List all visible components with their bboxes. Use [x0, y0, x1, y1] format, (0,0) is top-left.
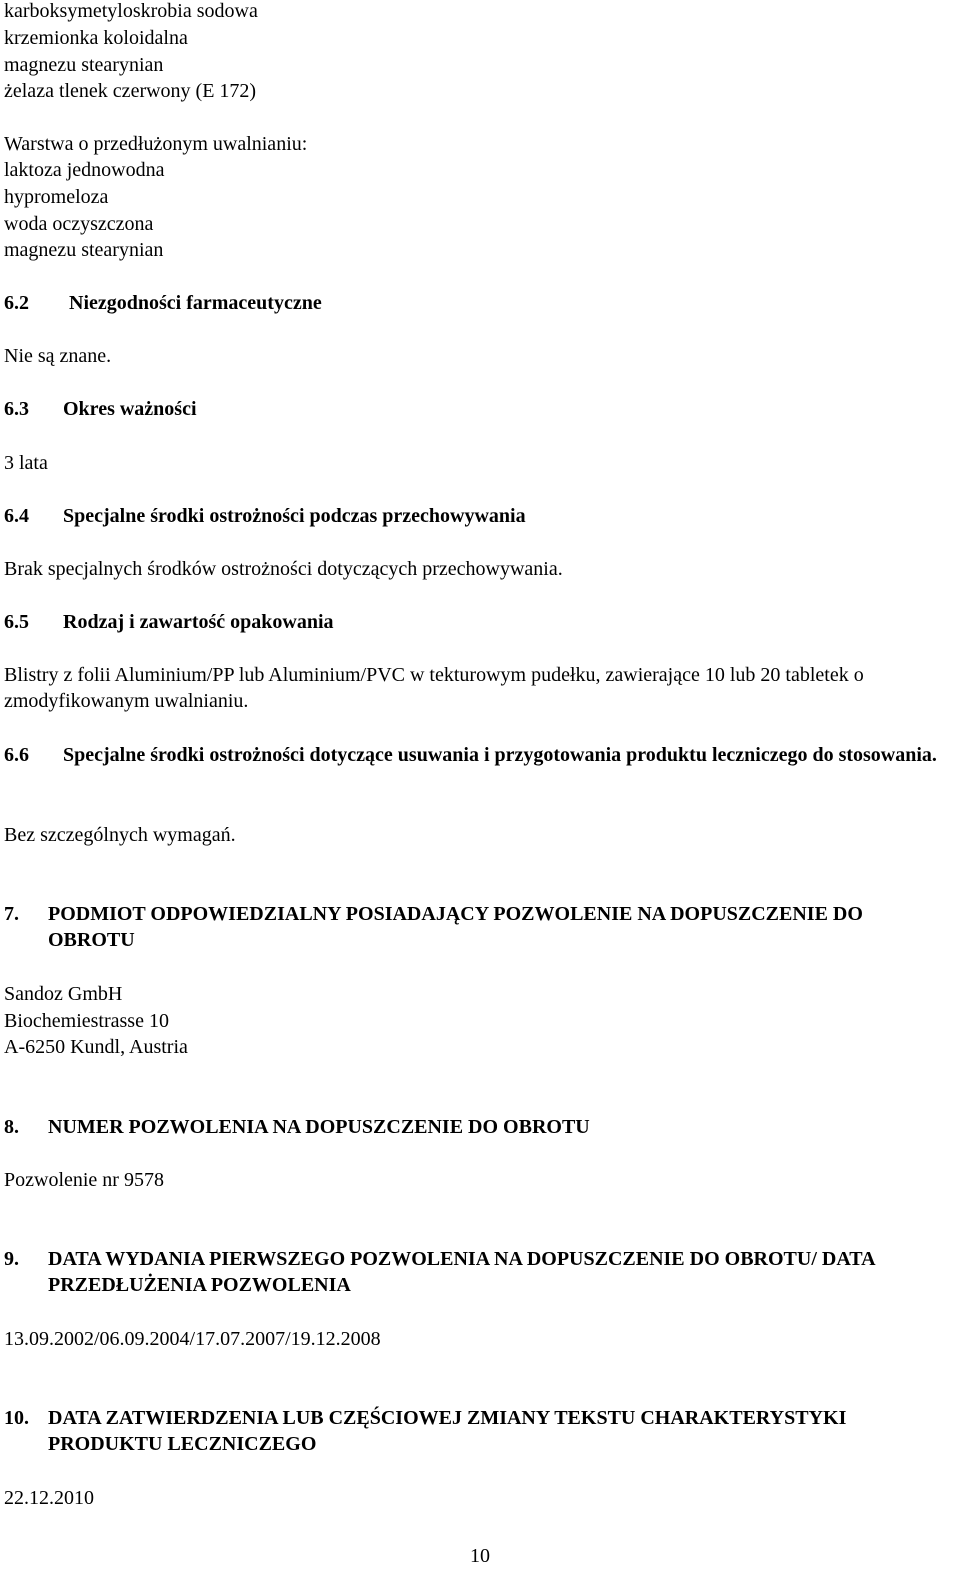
layer-item: magnezu stearynian [4, 239, 164, 261]
excipient-item: krzemionka koloidalna [4, 27, 188, 49]
excipient-item: karboksymetyloskrobia sodowa [4, 0, 258, 22]
address-line: Biochemiestrasse 10 [4, 1010, 169, 1032]
section-body-8: Pozwolenie nr 9578 [4, 1169, 164, 1191]
page-number: 10 [470, 1545, 490, 1567]
layer-item: woda oczyszczona [4, 213, 154, 235]
section-number: 6.2 [4, 292, 29, 314]
section-body-6-2: Nie są znane. [4, 345, 112, 367]
section-title: Niezgodności farmaceutyczne [69, 292, 322, 314]
section-number: 6.3 [4, 398, 29, 420]
section-heading-9 [4, 1246, 954, 1298]
section-title: NUMER POZWOLENIA NA DOPUSZCZENIE DO OBROTU [48, 1116, 590, 1138]
section-heading-7 [4, 901, 954, 953]
section-body-10: 22.12.2010 [4, 1487, 94, 1509]
section-body-9: 13.09.2002/06.09.2004/17.07.2007/19.12.2008 [4, 1328, 381, 1350]
section-title: DATA ZATWIERDZENIA LUB CZĘŚCIOWEJ ZMIANY TEKSTU CHARAKTERYSTYKI PRODUKTU LECZNICZEGO [48, 1407, 847, 1455]
section-body-6-4: Brak specjalnych środków ostrożności dotyczących przechowywania. [4, 558, 563, 580]
address-line: Sandoz GmbH [4, 983, 123, 1005]
section-body-6-3: 3 lata [4, 452, 48, 474]
section-number: 8. [4, 1116, 19, 1138]
section-heading-8 [4, 1114, 954, 1140]
section-heading-10 [4, 1405, 954, 1457]
section-title: Okres ważności [63, 398, 197, 420]
section-title: Rodzaj i zawartość opakowania [63, 611, 334, 633]
section-title: PODMIOT ODPOWIEDZIALNY POSIADAJĄCY POZWOLENIE NA DOPUSZCZENIE DO OBROTU [48, 903, 863, 951]
section-body-6-6: Bez szczególnych wymagań. [4, 824, 236, 846]
excipient-item: magnezu stearynian [4, 54, 164, 76]
address-line: A-6250 Kundl, Austria [4, 1036, 188, 1058]
section-title: DATA WYDANIA PIERWSZEGO POZWOLENIA NA DOPUSZCZENIE DO OBROTU/ DATA PRZEDŁUŻENIA POZWOLENIA [48, 1248, 875, 1296]
layer-item: hypromeloza [4, 186, 109, 208]
section-number: 9. [4, 1248, 19, 1270]
layer-title: Warstwa o przedłużonym uwalnianiu: [4, 133, 308, 155]
section-heading-6-5 [4, 609, 954, 635]
section-heading-6-3 [4, 396, 954, 422]
section-body-6-5: Blistry z folii Aluminium/PP lub Aluminium/PVC w tekturowym pudełku, zawierające 10 lub 20 tabletek o zmodyfikowanym uwalnianiu. [4, 664, 864, 712]
section-number: 6.4 [4, 505, 29, 527]
section-title: Specjalne środki ostrożności podczas przechowywania [63, 505, 526, 527]
section-title: Specjalne środki ostrożności dotyczące usuwania i przygotowania produktu leczniczego do stosowania. [63, 744, 937, 766]
section-number: 6.5 [4, 611, 29, 633]
section-heading-6-4 [4, 503, 954, 529]
layer-item: laktoza jednowodna [4, 159, 165, 181]
section-heading-6-6 [4, 742, 954, 768]
excipient-item: żelaza tlenek czerwony (E 172) [4, 80, 257, 102]
section-heading-6-2 [4, 290, 954, 316]
section-number: 7. [4, 903, 19, 925]
section-number: 10. [4, 1407, 29, 1429]
section-number: 6.6 [4, 744, 29, 766]
